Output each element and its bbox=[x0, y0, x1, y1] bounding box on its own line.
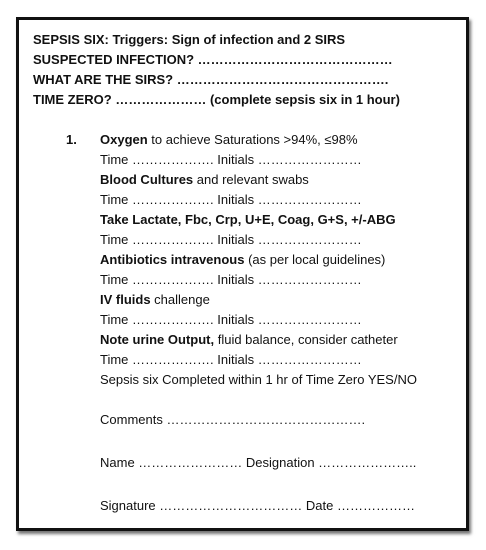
time-initials-line: Time ………………. Initials …………………… bbox=[100, 232, 362, 247]
list-number: 1. bbox=[66, 132, 77, 147]
suspected-infection-field: SUSPECTED INFECTION? ……………………………………… bbox=[33, 52, 393, 67]
step-blood-cultures bbox=[100, 170, 480, 190]
name-designation-line: Name …………………… Designation ………………….. bbox=[100, 455, 417, 470]
step-iv-fluids bbox=[100, 290, 480, 310]
sepsis-six-form bbox=[16, 17, 469, 531]
completed-line: Sepsis six Completed within 1 hr of Time Zero YES/NO bbox=[100, 372, 417, 387]
form-header bbox=[33, 30, 400, 110]
comments-line: Comments ………………………………………. bbox=[100, 412, 366, 427]
step-urine-output bbox=[100, 330, 480, 350]
time-initials-line: Time ………………. Initials …………………… bbox=[100, 192, 362, 207]
step-detail: to achieve Saturations >94%, ≤98% bbox=[147, 132, 358, 147]
step-detail: and relevant swabs bbox=[193, 172, 309, 187]
sirs-field: WHAT ARE THE SIRS? …………………………………………. bbox=[33, 72, 389, 87]
step-lactate bbox=[100, 210, 480, 230]
time-initials-line: Time ………………. Initials …………………… bbox=[100, 152, 362, 167]
time-zero-field: TIME ZERO? ………………… (complete sepsis six in 1 hour) bbox=[33, 92, 400, 107]
step-title: Take Lactate, Fbc, Crp, U+E, Coag, G+S, +/-ABG bbox=[100, 212, 396, 227]
step-title: Blood Cultures bbox=[100, 172, 194, 187]
time-initials-line: Time ………………. Initials …………………… bbox=[100, 272, 362, 287]
step-oxygen bbox=[100, 130, 480, 150]
step-title: Oxygen bbox=[100, 132, 148, 147]
signature-date-line: Signature …………………………… Date ……………… bbox=[100, 498, 415, 513]
time-initials-line: Time ………………. Initials …………………… bbox=[100, 352, 362, 367]
step-title: IV fluids bbox=[100, 292, 151, 307]
time-initials-line: Time ………………. Initials …………………… bbox=[100, 312, 362, 327]
step-detail: (as per local guidelines) bbox=[244, 252, 386, 267]
step-detail: fluid balance, consider catheter bbox=[214, 332, 398, 347]
triggers-heading: SEPSIS SIX: Triggers: Sign of infection and 2 SIRS bbox=[33, 32, 346, 47]
step-title: Antibiotics intravenous bbox=[100, 252, 245, 267]
step-title: Note urine Output, bbox=[100, 332, 215, 347]
step-antibiotics bbox=[100, 250, 480, 270]
step-detail: challenge bbox=[150, 292, 210, 307]
